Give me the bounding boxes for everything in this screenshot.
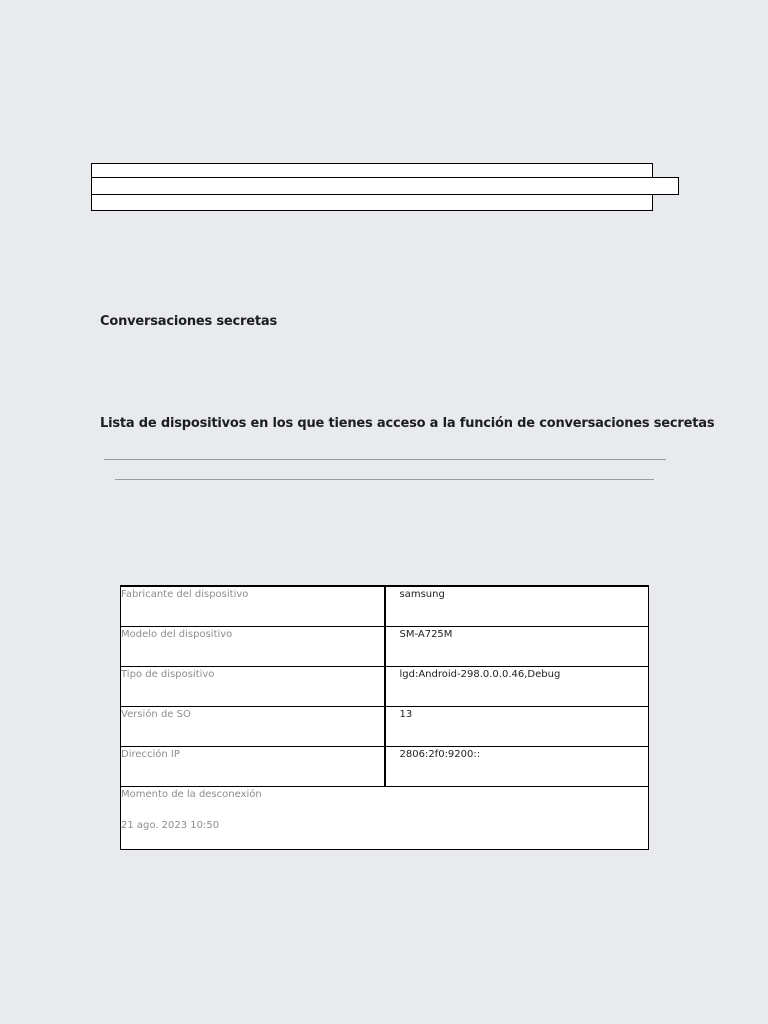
disconnect-cell (121, 786, 649, 849)
os-version-label: Versión de SO (121, 706, 385, 746)
table-row (121, 666, 649, 706)
os-version-value: 13 (385, 706, 649, 746)
device-type-value: lgd:Android-298.0.0.0.46,Debug (385, 666, 649, 706)
header-box-bottom (91, 194, 653, 211)
table-row (121, 746, 649, 786)
ip-address-value: 2806:2f0:9200:: (385, 746, 649, 786)
disconnect-label: Momento de la desconexión (121, 788, 262, 800)
model-value: SM-A725M (385, 626, 649, 666)
table-row (121, 626, 649, 666)
device-type-label: Tipo de dispositivo (121, 666, 385, 706)
disconnect-time: 21 ago. 2023 10:50 (121, 819, 220, 831)
header-box-middle (91, 177, 679, 195)
table-row (121, 586, 649, 626)
divider (115, 479, 654, 480)
model-label: Modelo del dispositivo (121, 626, 385, 666)
device-info-table (120, 585, 649, 850)
manufacturer-value: samsung (385, 586, 649, 626)
table-row (121, 706, 649, 746)
table-row-disconnect (121, 786, 649, 849)
divider (104, 459, 666, 460)
section-subtitle: Lista de dispositivos en los que tienes acceso a la función de conversaciones secretas (100, 416, 715, 431)
manufacturer-label: Fabricante del dispositivo (121, 586, 385, 626)
ip-address-label: Dirección IP (121, 746, 385, 786)
section-title: Conversaciones secretas (100, 314, 277, 329)
